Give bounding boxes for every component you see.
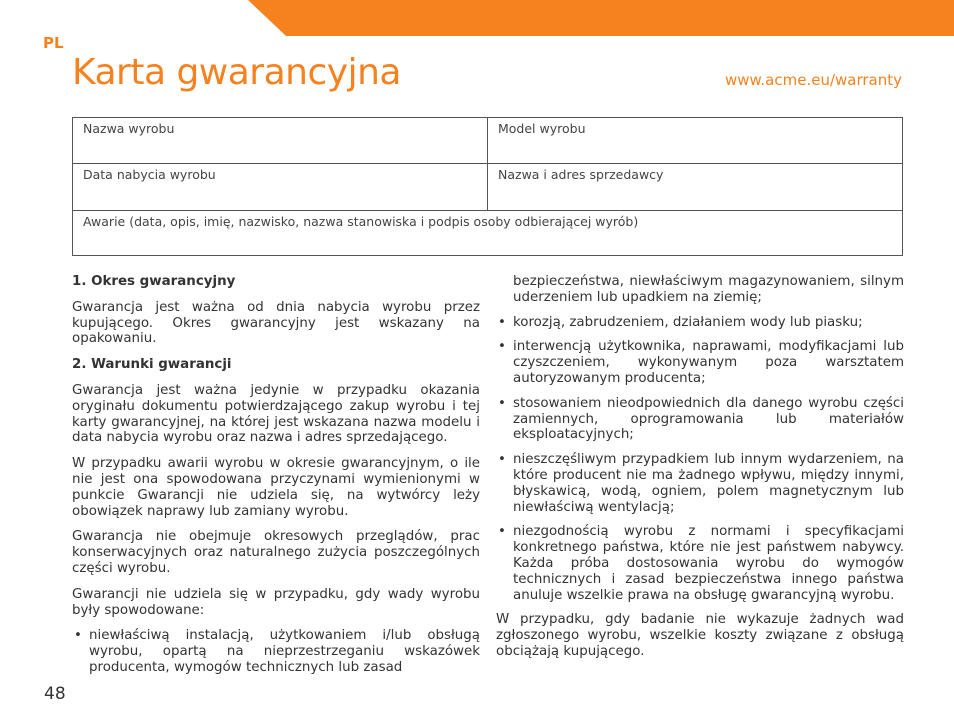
paragraph: W przypadku, gdy badanie nie wykazuje żadnych wad zgłoszonego wyrobu, wszelkie koszty związane z obsługą obciążają kupującego. bbox=[496, 612, 904, 659]
faults-label: Awarie (data, opis, imię, nazwisko, nazwa stanowiska i podpis osoby odbierającej wyrób) bbox=[83, 214, 639, 229]
list-item: • stosowaniem nieodpowiednich dla danego wyrobu części zamiennych, oprogramowania lub materiałów eksploatacyjnych; bbox=[496, 396, 904, 443]
list-item: • niewłaściwą instalacją, użytkowaniem i/lub obsługą wyrobu, opartą na nieprzestrzeganiu wskazówek producenta, wymogów technicznych lub zasad bbox=[72, 628, 480, 675]
seller-label: Nazwa i adres sprzedawcy bbox=[498, 167, 664, 182]
warranty-form-table bbox=[72, 117, 903, 256]
paragraph: Gwarancja jest ważna od dnia nabycia wyrobu przez kupującego. Okres gwarancyjny jest wskazany na opakowaniu. bbox=[72, 299, 480, 347]
list-item: • niezgodnością wyrobu z normami i specyfikacjami konkretnego państwa, które nie jest państwem nabywcy. Każda próba dostosowania wyrobu do wymogów technicznych i zasad bezpieczeństwa innego państwa anuluje wszelkie prawa na obsługę gwarancyjną wyrobu. bbox=[496, 524, 904, 603]
paragraph: Gwarancja nie obejmuje okresowych przeglądów, prac konserwacyjnych oraz naturalnego zużycia poszczególnych części wyrobu. bbox=[72, 529, 480, 576]
product-name-field[interactable] bbox=[73, 118, 488, 164]
product-model-field[interactable] bbox=[488, 118, 902, 164]
paragraph: W przypadku awarii wyrobu w okresie gwarancyjnym, o ile nie jest ona spowodowana przyczynami wymienionymi w punkcie Gwarancji nie udziela się, na wytwórcy leży obowiązek naprawy lub zamiany wyrobu. bbox=[72, 456, 480, 519]
purchase-date-label: Data nabycia wyrobu bbox=[83, 167, 216, 182]
list-item: • nieszczęśliwym przypadkiem lub innym wydarzeniem, na które producent nie ma żadnego wpływu, między innymi, błyskawicą, wodą, ogniem, polem magnetycznym lub niewłaściwą wentylacją; bbox=[496, 452, 904, 515]
paragraph: Gwarancji nie udziela się w przypadku, gdy wady wyrobu były spowodowane: bbox=[72, 586, 480, 618]
list-item: • interwencją użytkownika, naprawami, modyfikacjami lub czyszczeniem, wykonywanym poza warsztatem autoryzowanym producenta; bbox=[496, 339, 904, 386]
seller-field[interactable] bbox=[488, 164, 902, 211]
faults-field[interactable] bbox=[73, 211, 902, 255]
section-heading-warranty-conditions: 2. Warunki gwarancji bbox=[72, 357, 232, 373]
exclusions-list bbox=[72, 628, 480, 675]
section-heading-warranty-period: 1. Okres gwarancyjny bbox=[72, 274, 236, 289]
paragraph: Gwarancja jest ważna jedynie w przypadku okazania oryginału dokumentu potwierdzającego zakup wyrobu i tej karty gwarancyjnej, na której jest wskazana nazwa modelu i data nabycia wyrobu oraz nazwa i adres sprzedającego. bbox=[72, 382, 480, 446]
list-item: • korozją, zabrudzeniem, działaniem wody lub piasku; bbox=[496, 315, 904, 331]
language-label: PL bbox=[43, 34, 64, 52]
page-number: 48 bbox=[44, 684, 66, 704]
warranty-url[interactable]: www.acme.eu/warranty bbox=[724, 71, 902, 89]
product-name-label: Nazwa wyrobu bbox=[83, 121, 175, 136]
left-column bbox=[72, 274, 480, 685]
exclusions-list-cont bbox=[496, 315, 904, 604]
product-model-label: Model wyrobu bbox=[498, 121, 586, 136]
list-item-continuation: bezpieczeństwa, niewłaściwym magazynowaniem, silnym uderzeniem lub upadkiem na ziemię; bbox=[513, 274, 904, 305]
page-title: Karta gwarancyjna bbox=[72, 52, 401, 93]
right-column bbox=[496, 274, 904, 670]
purchase-date-field[interactable] bbox=[73, 164, 488, 211]
header-orange-bar bbox=[248, 0, 954, 36]
